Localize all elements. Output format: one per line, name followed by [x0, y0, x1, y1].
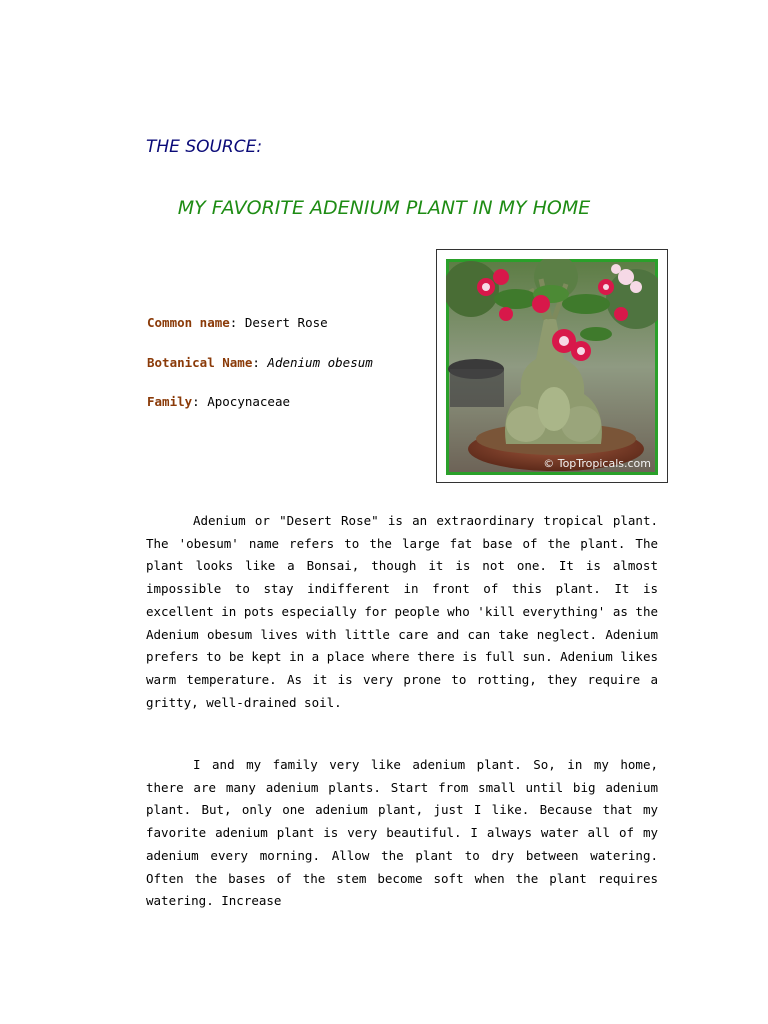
adenium-photo-image: [446, 259, 658, 475]
field-value: Desert Rose: [244, 315, 328, 330]
page-title: MY FAVORITE ADENIUM PLANT IN MY HOME: [177, 197, 591, 219]
field-key: Botanical Name: [147, 355, 253, 370]
source-heading: THE SOURCE:: [146, 137, 263, 157]
plant-photo: [436, 249, 668, 483]
paragraph: I and my family very like adenium plant. So, in my home, there are many adenium plants. Start from small until big adenium plant. But, only one adenium plant, just I like. Because that my favorite adenium plant is very beautiful. I always water all of my adenium every morning. Allow the plant to dry between watering. Often the bases of the stem become soft when the plant requires watering. Increase: [146, 757, 658, 909]
family-field: Family: Apocynaceae: [147, 394, 291, 409]
field-value: Apocynaceae: [207, 394, 291, 409]
common-name-field: Common name: Desert Rose: [147, 315, 328, 330]
botanical-name-field: Botanical Name: Adenium obesum: [147, 355, 373, 370]
field-key: Common name: [147, 315, 230, 330]
field-key: Family: [147, 394, 193, 409]
field-value: Adenium obesum: [267, 355, 373, 370]
paragraph: Adenium or "Desert Rose" is an extraordinary tropical plant. The 'obesum' name refers to the large fat base of the plant. The plant looks like a Bonsai, though it is not one. It is almost impossible to stay indifferent in front of this plant. It is excellent in pots especially for people who 'kill everything' as the Adenium obesum lives with little care and can take neglect. Adenium prefers to be kept in a place where there is full sun. Adenium likes warm temperature. As it is very prone to rotting, they require a gritty, well-drained soil.: [146, 513, 658, 710]
photo-watermark: © TopTropicals.com: [543, 457, 651, 470]
